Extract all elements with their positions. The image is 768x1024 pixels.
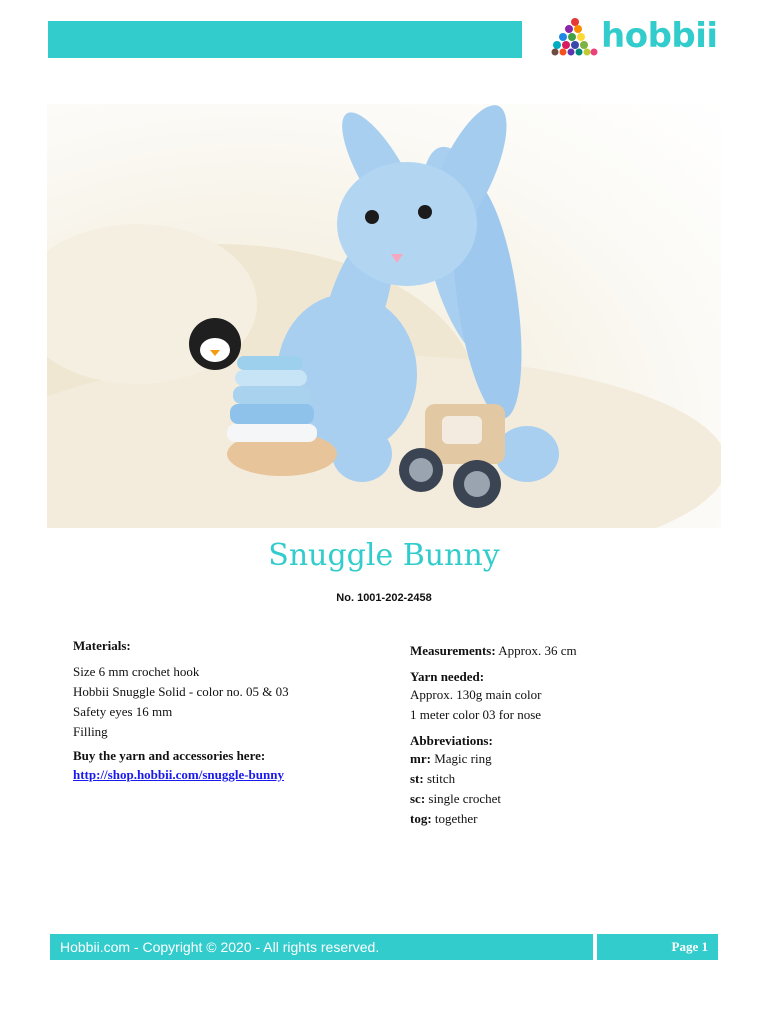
yarn-item: 1 meter color 03 for nose xyxy=(410,707,542,722)
abbreviation-item xyxy=(410,789,730,809)
measurements-row xyxy=(410,641,730,661)
abbreviation-term: st: xyxy=(410,771,424,786)
materials-section xyxy=(73,638,393,785)
header-bar xyxy=(48,21,522,58)
abbreviation-term: tog: xyxy=(410,811,432,826)
yarn-item: Approx. 130g main color xyxy=(410,687,542,702)
pattern-number: No. 1001-202-2458 xyxy=(336,592,432,604)
materials-item: Size 6 mm crochet hook xyxy=(73,664,200,679)
hobbii-logo[interactable] xyxy=(551,14,718,58)
footer-page-number: Page 1 xyxy=(597,934,718,960)
yarn-balls-logo-icon xyxy=(551,16,599,56)
materials-heading: Materials: xyxy=(73,638,131,653)
abbreviation-meaning: stitch xyxy=(426,771,456,786)
abbreviation-item xyxy=(410,809,730,829)
abbreviations-heading: Abbreviations: xyxy=(410,733,493,748)
materials-list xyxy=(73,662,393,742)
logo-wordmark: hobbii xyxy=(601,16,718,56)
details-section xyxy=(410,641,730,829)
abbreviation-item xyxy=(410,749,730,769)
abbreviation-term: mr: xyxy=(410,751,431,766)
abbreviation-item xyxy=(410,769,730,789)
yarn-needed-heading: Yarn needed: xyxy=(410,669,485,684)
materials-item: Safety eyes 16 mm xyxy=(73,704,173,719)
abbreviation-meaning: single crochet xyxy=(428,791,501,806)
hero-photo xyxy=(47,104,721,528)
page-title: Snuggle Bunny xyxy=(268,538,500,573)
materials-item: Filling xyxy=(73,724,108,739)
buy-heading: Buy the yarn and accessories here: xyxy=(73,748,266,763)
footer-copyright: Hobbii.com - Copyright © 2020 - All rights reserved. xyxy=(50,934,593,960)
shop-link[interactable]: http://shop.hobbii.com/snuggle-bunny xyxy=(73,767,284,782)
abbreviation-meaning: together xyxy=(434,811,478,826)
abbreviations-list xyxy=(410,749,730,829)
bunny-photo-illustration xyxy=(47,104,721,528)
materials-item: Hobbii Snuggle Solid - color no. 05 & 03 xyxy=(73,684,289,699)
abbreviation-term: sc: xyxy=(410,791,426,806)
abbreviation-meaning: Magic ring xyxy=(434,751,492,766)
measurements-label: Measurements: xyxy=(410,643,496,658)
measurements-value: Approx. 36 cm xyxy=(498,643,577,658)
